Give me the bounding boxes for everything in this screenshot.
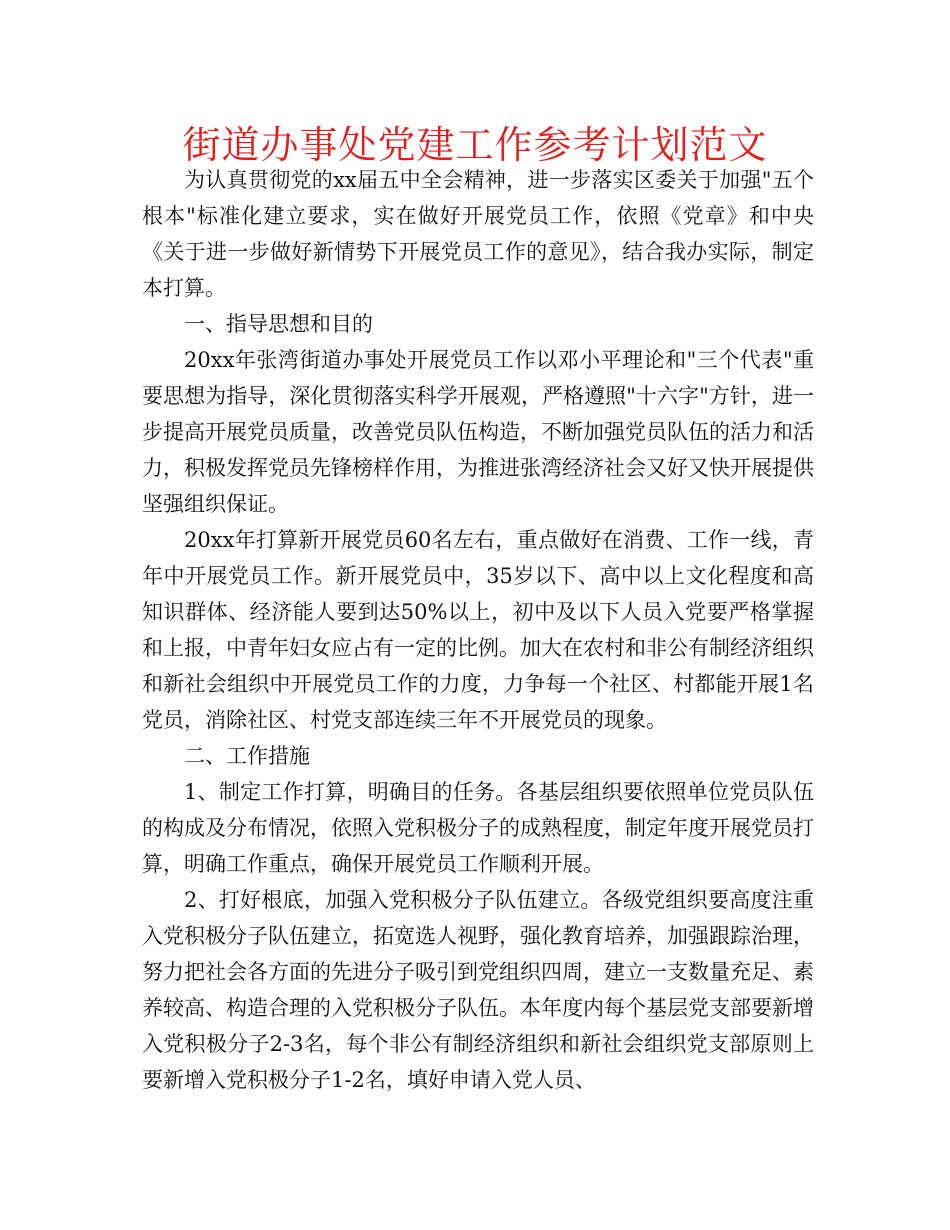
section-heading-guiding-principles: 一、指导思想和目的 <box>184 312 373 336</box>
section-heading-measures: 二、工作措施 <box>184 744 310 768</box>
document-title: 街道办事处党建工作参考计划范文 <box>182 123 768 167</box>
document-body <box>142 162 814 1098</box>
guiding-principles-paragraph: 20xx年张湾街道办事处开展党员工作以邓小平理论和"三个代表"重要思想为指导，深化贯彻落实科学开展观，严格遵照"十六字"方针，进一步提高开展党员质量，改善党员队伍构造，不断加强党员队伍的活力和活力，积极发挥党员先锋榜样作用，为推进张湾经济社会又好又快开展提供坚强组织保证。 <box>142 348 814 516</box>
intro-paragraph: 为认真贯彻党的xx届五中全会精神，进一步落实区委关于加强"五个根本"标准化建立要求，实在做好开展党员工作，依照《党章》和中央《关于进一步做好新情势下开展党员工作的意见》，结合我办实际，制定本打算。 <box>142 168 814 300</box>
measure-2-paragraph: 2、打好根底，加强入党积极分子队伍建立。各级党组织要高度注重入党积极分子队伍建立，拓宽选人视野，强化教育培养，加强跟踪治理，努力把社会各方面的先进分子吸引到党组织四周，建立一支数量充足、素养较高、构造合理的入党积极分子队伍。本年度内每个基层党支部要新增入党积极分子2-3名，每个非公有制经济组织和新社会组织党支部原则上要新增入党积极分子1-2名，填好申请入党人员、 <box>142 888 814 1092</box>
measure-1-paragraph: 1、制定工作打算，明确目的任务。各基层组织要依照单位党员队伍的构成及分布情况，依照入党积极分子的成熟程度，制定年度开展党员打算，明确工作重点，确保开展党员工作顺利开展。 <box>142 780 814 876</box>
targets-paragraph: 20xx年打算新开展党员60名左右，重点做好在消费、工作一线，青年中开展党员工作。新开展党员中，35岁以下、高中以上文化程度和高知识群体、经济能人要到达50%以上，初中及以下人员入党要严格掌握和上报，中青年妇女应占有一定的比例。加大在农村和非公有制经济组织和新社会组织中开展党员工作的力度，力争每一个社区、村都能开展1名党员，消除社区、村党支部连续三年不开展党员的现象。 <box>142 528 814 732</box>
